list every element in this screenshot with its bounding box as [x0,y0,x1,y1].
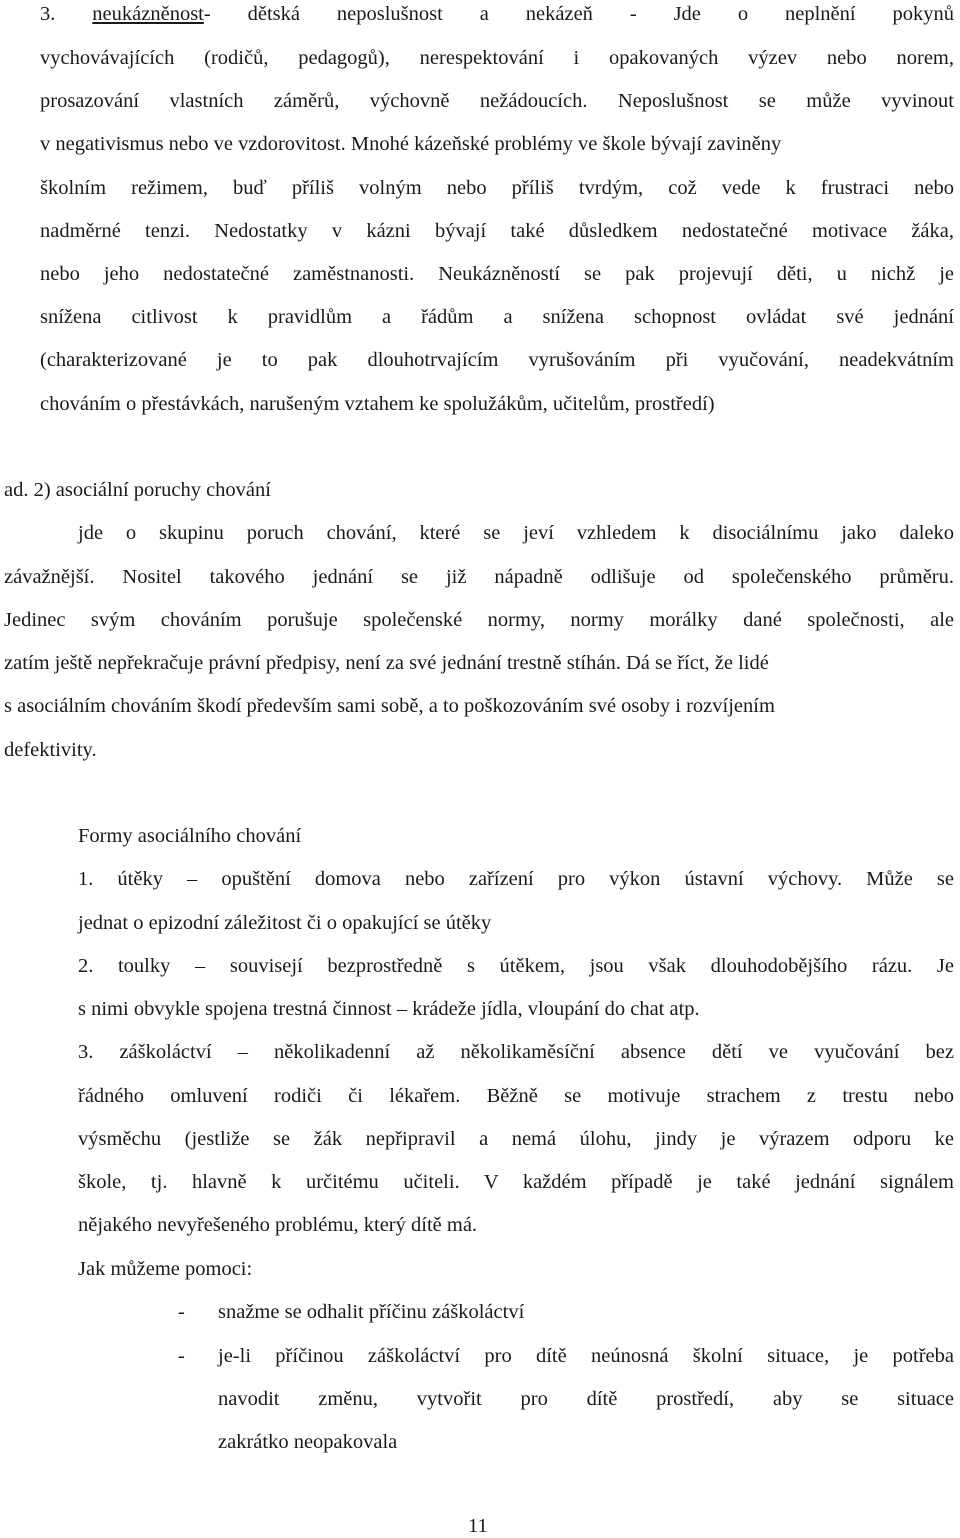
forms-item-line: 1. útěky – opuštění domova nebo zařízení pro výkon ústavní výchovy. Může se [78,868,954,890]
section3-line: prosazování vlastních záměrů, výchovně nežádoucích. Neposlušnost se může vyvinout [40,90,954,112]
forms-item-line: škole, tj. hlavně k určitému učiteli. V každém případě je také jednání signálem [78,1171,954,1193]
ad2-line: jde o skupinu poruch chování, které se jeví vzhledem k disociálnímu jako daleko [78,522,954,544]
help-bullet-line: navodit změnu, vytvořit pro dítě prostředí, aby se situace [218,1388,954,1410]
section3-line: (charakterizované je to pak dlouhotrvajícím vyrušováním při vyučování, neadekvátním [40,349,954,371]
ad2-heading: ad. 2) asociální poruchy chování [4,479,271,501]
section3-first-line [40,2,954,26]
help-bullet-line: zakrátko neopakovala [218,1431,398,1453]
help-bullet-line: snažme se odhalit příčinu záškoláctví [218,1301,525,1323]
ad2-line: s asociálním chováním škodí především sami sobě, a to poškozováním své osoby i rozvíjením [4,695,775,717]
help-bullet-dash: - [178,1301,185,1323]
section3-line: nadměrné tenzi. Nedostatky v kázni bývají také důsledkem nedostatečné motivace žáka, [40,220,954,242]
forms-item-line: výsměchu (jestliže se žák nepřipravil a nemá úlohu, jindy je výrazem odporu ke [78,1128,954,1150]
forms-item-line: s nimi obvykle spojena trestná činnost – krádeže jídla, vloupání do chat atp. [78,998,700,1020]
forms-item-line: 2. toulky – souvisejí bezprostředně s útěkem, jsou však dlouhodobějšího rázu. Je [78,955,954,977]
ad2-line: Jedinec svým chováním porušuje společenské normy, normy morálky dané společnosti, ale [4,609,954,631]
help-bullet-line: je-li příčinou záškoláctví pro dítě neúnosná školní situace, je potřeba [218,1345,954,1367]
section3-number: 3. [40,3,56,25]
section3-line: chováním o přestávkách, narušeným vztahem ke spolužákům, učitelům, prostředí) [40,393,715,415]
forms-item-line: nějakého nevyřešeného problému, který dítě má. [78,1214,478,1236]
forms-item-line: řádného omluvení rodiči či lékařem. Běžně se motivuje strachem z trestu nebo [78,1085,954,1107]
help-heading: Jak můžeme pomoci: [78,1258,253,1280]
help-bullet-dash: - [178,1345,185,1367]
ad2-line: zatím ještě nepřekračuje právní předpisy, není za své jednání trestně stíhán. Dá se říct, že lidé [4,652,769,674]
section3-line: školním režimem, buď příliš volným nebo příliš tvrdým, což vede k frustraci nebo [40,177,954,199]
page-number: 11 [468,1515,488,1537]
section3-line: vychovávajících (rodičů, pedagogů), nerespektování i opakovaných výzev nebo norem, [40,47,954,69]
forms-item-line: jednat o epizodní záležitost či o opakující se útěky [78,912,492,934]
section3-line: v negativismus nebo ve vzdorovitost. Mnohé kázeňské problémy ve škole bývají zaviněny [40,133,782,155]
ad2-line: defektivity. [4,739,97,761]
ad2-line: závažnější. Nositel takového jednání se již nápadně odlišuje od společenského průměru. [4,566,954,588]
section3-term: neukázněnost [92,3,204,25]
forms-heading: Formy asociálního chování [78,825,302,847]
forms-item-line: 3. záškoláctví – několikadenní až několikaměsíční absence dětí ve vyučování bez [78,1041,954,1063]
section3-line: snížena citlivost k pravidlům a řádům a snížena schopnost ovládat své jednání [40,306,954,328]
section3-first-line-rest: - dětská neposlušnost a nekázeň - Jde o neplnění pokynů [203,3,955,25]
section3-line: nebo jeho nedostatečné zaměstnanosti. Neukázněností se pak projevují děti, u nichž je [40,263,954,285]
